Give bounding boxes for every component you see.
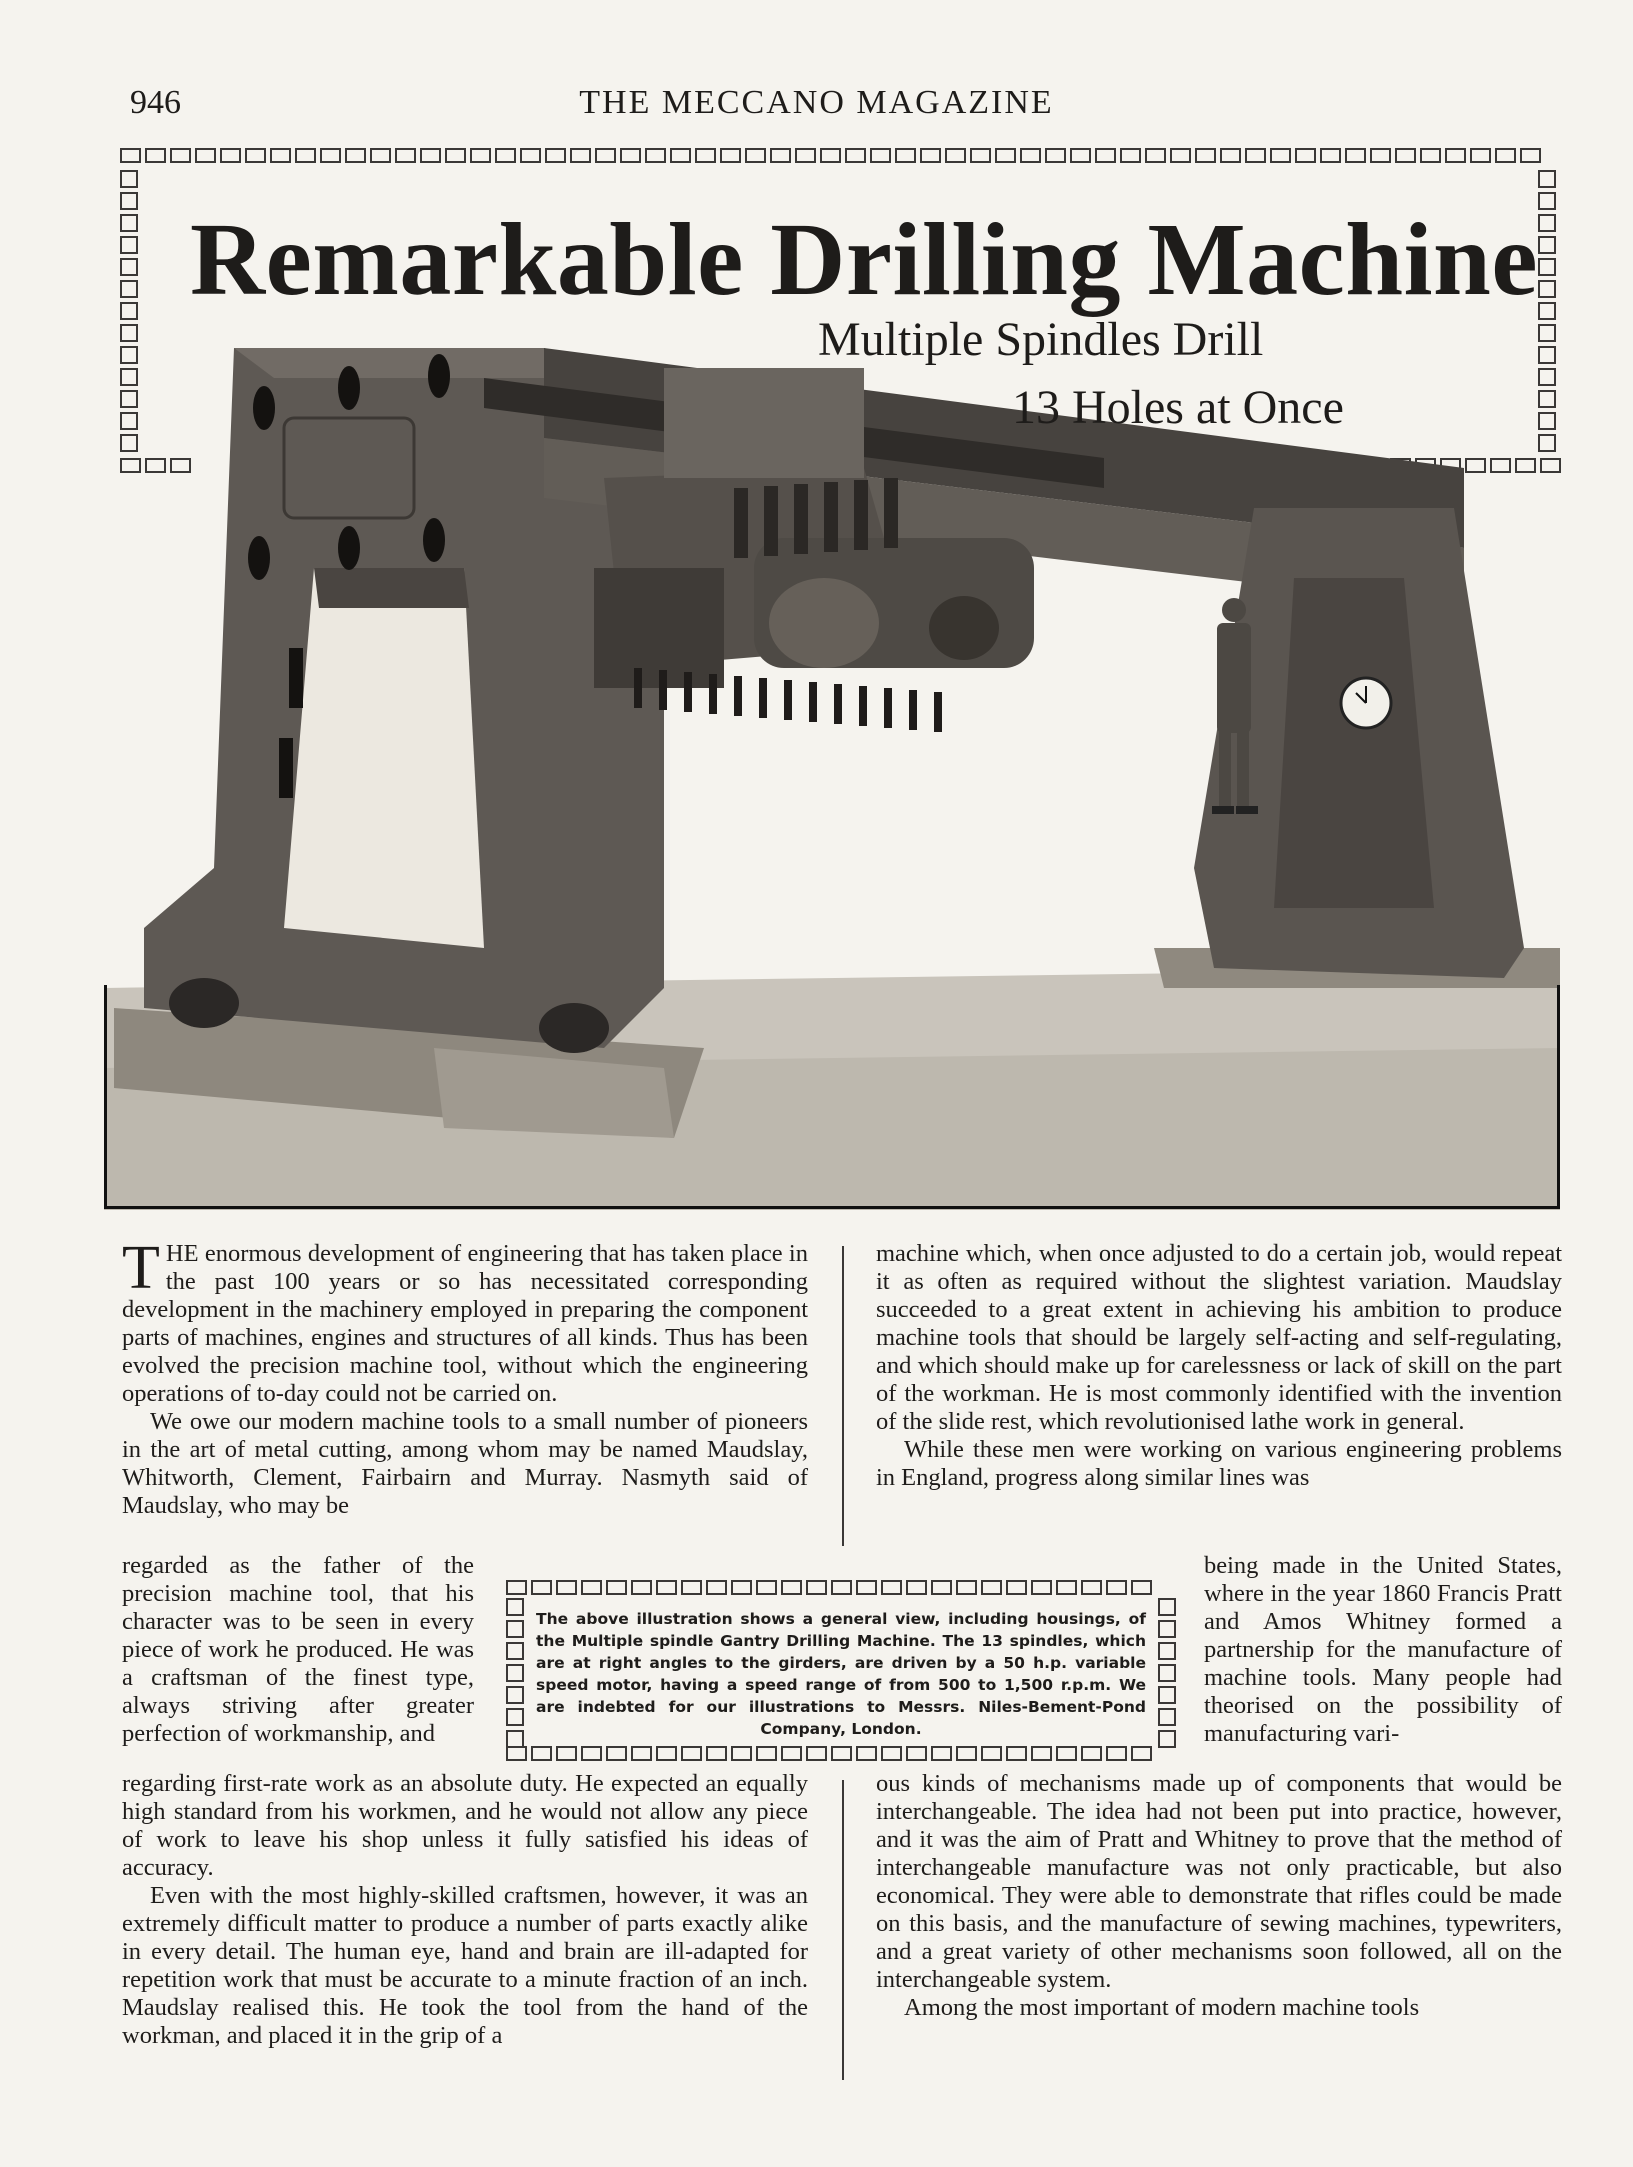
magazine-title: THE MECCANO MAGAZINE — [579, 84, 1054, 121]
border-square — [145, 148, 166, 163]
border-square — [856, 1746, 877, 1761]
left-column-lower — [122, 1770, 808, 2050]
border-square — [731, 1746, 752, 1761]
border-square — [1538, 324, 1556, 342]
border-square — [1031, 1580, 1052, 1595]
border-square — [1538, 214, 1556, 232]
border-square — [806, 1580, 827, 1595]
border-square — [120, 236, 138, 254]
border-square — [506, 1620, 524, 1638]
border-square — [120, 214, 138, 232]
border-square — [981, 1580, 1002, 1595]
paragraph: regarding first-rate work as an absolute duty. He expected an equally high standard from his workmen, and he would not allow any piece of work to leave his shop unless it fully satisfied his ideas of accuracy. — [122, 1770, 808, 1881]
article-title: Remarkable Drilling Machine — [190, 202, 1539, 317]
paragraph: We owe our modern machine tools to a small number of pioneers in the art of metal cutting, among whom may be named Maudslay, Whitworth, Clement, Fairbairn and Murray. Nasmyth said of Maudslay, who may be — [122, 1408, 808, 1519]
border-square — [656, 1580, 677, 1595]
border-square — [320, 148, 341, 163]
border-square — [120, 324, 138, 342]
border-square — [195, 148, 216, 163]
border-square — [681, 1580, 702, 1595]
border-square — [1106, 1746, 1127, 1761]
border-square — [1145, 148, 1166, 163]
right-column-upper — [876, 1240, 1562, 1492]
border-square — [170, 148, 191, 163]
border-square — [1170, 148, 1191, 163]
border-square — [1245, 148, 1266, 163]
border-square — [1020, 148, 1041, 163]
border-square — [606, 1580, 627, 1595]
border-square — [556, 1580, 577, 1595]
border-square — [370, 148, 391, 163]
border-square — [1270, 148, 1291, 163]
border-square — [1420, 148, 1441, 163]
border-square — [495, 148, 516, 163]
border-square — [506, 1664, 524, 1682]
border-square — [220, 148, 241, 163]
border-square — [1081, 1746, 1102, 1761]
photo-caption: The above illustration shows a general view, including housings, of the Multiple spindle Gantry Drilling Machine. The 13 spindles, which are at right angles to the girders, are driven by a 50 h.p. variable speed motor, having a speed range of from 500 to 1,500 r.p.m. We are indebted for our illustrations to Messrs. Niles-Bement-Pond Company, London. — [536, 1610, 1146, 1738]
border-square — [1006, 1580, 1027, 1595]
border-square — [631, 1580, 652, 1595]
border-square — [1095, 148, 1116, 163]
border-square — [1056, 1746, 1077, 1761]
border-square — [631, 1746, 652, 1761]
border-square — [1106, 1580, 1127, 1595]
paragraph: being made in the United States, where in the year 1860 Francis Pratt and Amos Whitney formed a partnership for the manufacture of machine tools. Many people had theorised on the possibility of manufacturing vari- — [1204, 1552, 1562, 1747]
border-square — [956, 1746, 977, 1761]
border-square — [1131, 1580, 1152, 1595]
border-square — [1370, 148, 1391, 163]
border-square — [681, 1746, 702, 1761]
border-square — [270, 148, 291, 163]
border-square — [645, 148, 666, 163]
border-square — [1395, 148, 1416, 163]
border-square — [620, 148, 641, 163]
border-square — [1495, 148, 1516, 163]
border-square — [295, 148, 316, 163]
border-square — [895, 148, 916, 163]
border-square — [706, 1580, 727, 1595]
border-square — [1045, 148, 1066, 163]
border-square — [1158, 1730, 1176, 1748]
border-square — [1538, 192, 1556, 210]
paragraph: machine which, when once adjusted to do a certain job, would repeat it as often as required without the slightest variation. Maudslay succeeded to a great extent in achieving his ambition to produce machine tools that should be largely self-acting and self-regulating, and which should make up for carelessness or lack of skill on the part of the workman. He is most commonly identified with the invention of the slide rest, which revolutionised lathe work in general. — [876, 1240, 1562, 1435]
border-square — [1520, 148, 1541, 163]
border-square — [881, 1746, 902, 1761]
article-subtitle-line2: 13 Holes at Once — [1012, 381, 1344, 434]
border-square — [606, 1746, 627, 1761]
column-divider — [842, 1780, 844, 2080]
left-wrap-text — [122, 1552, 474, 1748]
border-square — [931, 1580, 952, 1595]
paragraph-text: HE enormous development of engineering that has taken place in the past 100 years or so has necessitated corresponding development in the machinery employed in preparing the component parts of machines, engines and structures of all kinds. Thus has been evolved the precision machine tool, without which the engineering operations of to-day could not be carried on. — [122, 1240, 808, 1407]
border-square — [820, 148, 841, 163]
border-square — [795, 148, 816, 163]
border-square — [120, 280, 138, 298]
column-divider — [842, 1246, 844, 1546]
border-square — [531, 1746, 552, 1761]
border-square — [120, 302, 138, 320]
caption-border-left — [506, 1598, 524, 1748]
border-square — [856, 1580, 877, 1595]
border-square — [1538, 302, 1556, 320]
border-square — [806, 1746, 827, 1761]
border-square — [1120, 148, 1141, 163]
border-square — [1006, 1746, 1027, 1761]
paragraph: ous kinds of mechanisms made up of components that would be interchangeable. The idea had not been put into practice, however, and it was the aim of Pratt and Whitney to prove that the method of interchangeable manufacture was not only practicable, but also economical. They were able to demonstrate that rifles could be made on this basis, and the manufacture of sewing machines, typewriters, and a great variety of other mechanisms soon followed, all on the interchangeable system. — [876, 1770, 1562, 1993]
border-square — [1070, 148, 1091, 163]
border-square — [670, 148, 691, 163]
border-square — [870, 148, 891, 163]
border-square — [545, 148, 566, 163]
border-square — [770, 148, 791, 163]
left-column-upper — [122, 1234, 808, 1520]
border-square — [1081, 1580, 1102, 1595]
border-square — [845, 148, 866, 163]
border-square — [395, 148, 416, 163]
paragraph: Even with the most highly-skilled craftsmen, however, it was an extremely difficult matter to produce a number of parts exactly alike in every detail. The human eye, hand and brain are ill-adapted for repetition work that must be accurate to a minute fraction of an inch. Maudslay realised this. He took the tool from the hand of the workman, and placed it in the grip of a — [122, 1882, 808, 2049]
border-square — [981, 1746, 1002, 1761]
border-square — [1056, 1580, 1077, 1595]
border-square — [956, 1580, 977, 1595]
border-square — [506, 1598, 524, 1616]
border-square — [1295, 148, 1316, 163]
border-square — [656, 1746, 677, 1761]
border-square — [1345, 148, 1366, 163]
border-square — [1158, 1686, 1176, 1704]
border-square — [520, 148, 541, 163]
border-square — [745, 148, 766, 163]
border-square — [831, 1580, 852, 1595]
border-square — [1320, 148, 1341, 163]
border-square — [920, 148, 941, 163]
border-square — [445, 148, 466, 163]
border-square — [1158, 1620, 1176, 1638]
border-square — [581, 1580, 602, 1595]
border-square — [506, 1730, 524, 1748]
border-square — [995, 148, 1016, 163]
border-square — [506, 1580, 527, 1595]
border-square — [120, 192, 138, 210]
photo-frame — [104, 985, 1560, 1209]
border-square — [595, 148, 616, 163]
border-square — [1031, 1746, 1052, 1761]
article-subtitle-line1: Multiple Spindles Drill — [818, 313, 1264, 366]
border-square — [1470, 148, 1491, 163]
paragraph: Among the most important of modern machine tools — [904, 1994, 1420, 2021]
border-square — [781, 1746, 802, 1761]
border-square — [470, 148, 491, 163]
border-square — [345, 148, 366, 163]
dropcap: T — [122, 1234, 160, 1302]
border-square — [756, 1746, 777, 1761]
border-square — [1158, 1642, 1176, 1660]
border-square — [720, 148, 741, 163]
caption-border-top — [506, 1580, 1152, 1595]
border-square — [1445, 148, 1466, 163]
border-square — [1538, 280, 1556, 298]
border-square — [695, 148, 716, 163]
border-square — [931, 1746, 952, 1761]
border-square — [970, 148, 991, 163]
border-square — [120, 170, 138, 188]
border-square — [245, 148, 266, 163]
paragraph — [122, 1234, 808, 1408]
border-square — [1220, 148, 1241, 163]
border-square — [1538, 236, 1556, 254]
border-square — [120, 258, 138, 276]
border-square — [120, 148, 141, 163]
border-square — [506, 1642, 524, 1660]
border-square — [506, 1686, 524, 1704]
caption-border-bottom — [506, 1746, 1152, 1761]
border-square — [556, 1746, 577, 1761]
border-square — [420, 148, 441, 163]
border-square — [906, 1746, 927, 1761]
border-square — [906, 1580, 927, 1595]
paragraph: regarded as the father of the precision machine tool, that his character was to be seen in every piece of work he produced. He was a craftsman of the finest type, always striving after greater perfection of workmanship, and — [122, 1552, 474, 1747]
page-number: 946 — [130, 84, 181, 121]
border-square — [706, 1746, 727, 1761]
border-square — [531, 1580, 552, 1595]
border-square — [945, 148, 966, 163]
border-square — [1195, 148, 1216, 163]
right-wrap-text — [1204, 1552, 1562, 1748]
border-square — [570, 148, 591, 163]
border-square — [781, 1580, 802, 1595]
border-square — [506, 1708, 524, 1726]
title-frame-top-border — [120, 148, 1541, 163]
border-square — [831, 1746, 852, 1761]
caption-border-right — [1158, 1598, 1176, 1748]
border-square — [581, 1746, 602, 1761]
right-column-lower — [876, 1770, 1562, 2022]
border-square — [1538, 170, 1556, 188]
border-square — [506, 1746, 527, 1761]
border-square — [881, 1580, 902, 1595]
border-square — [1158, 1708, 1176, 1726]
border-square — [731, 1580, 752, 1595]
border-square — [1131, 1746, 1152, 1761]
border-square — [1538, 258, 1556, 276]
border-square — [1158, 1598, 1176, 1616]
border-square — [1158, 1664, 1176, 1682]
paragraph: While these men were working on various engineering problems in England, progress along similar lines was — [876, 1436, 1562, 1491]
border-square — [756, 1580, 777, 1595]
